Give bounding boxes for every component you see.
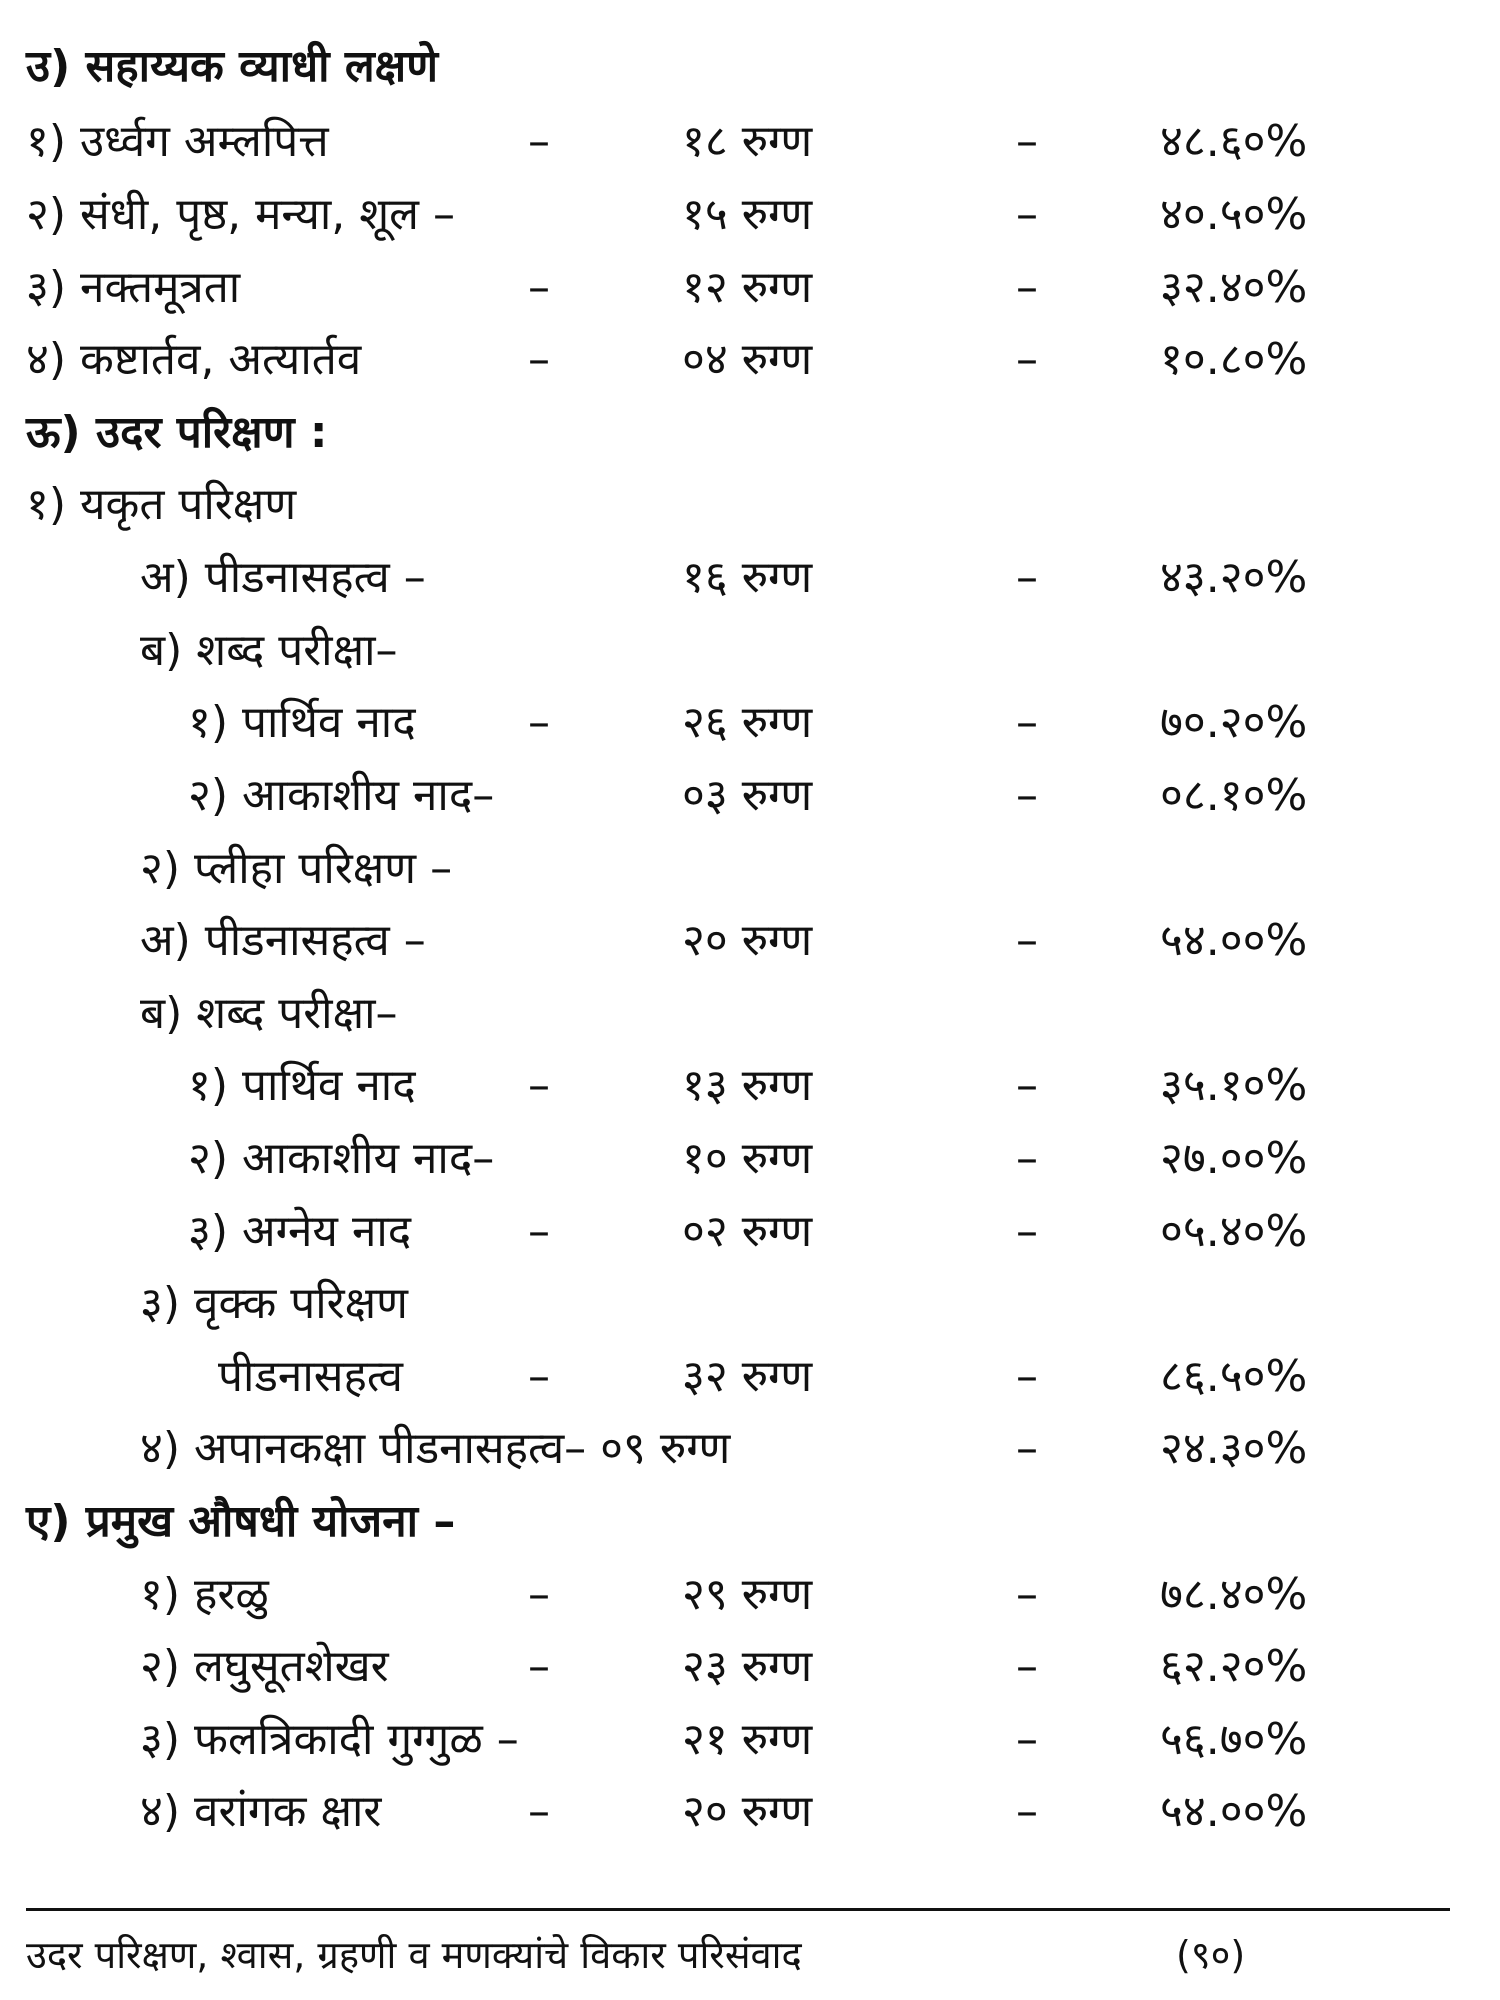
- percentage: ३५.१०%: [1160, 1060, 1308, 1111]
- page-footer: [0, 1925, 1500, 1985]
- item-label: २) प्लीहा परिक्षण –: [140, 843, 453, 894]
- separator-dash: –: [1016, 334, 1038, 385]
- item-label: २) संधी, पृष्ठ, मन्या, शूल –: [26, 189, 456, 240]
- separator-dash: –: [1016, 1786, 1038, 1837]
- item-label: १) हरळु: [140, 1569, 269, 1620]
- list-item: [0, 180, 1500, 250]
- patient-count: ०२ रुग्ण: [682, 1206, 813, 1257]
- separator-dash: –: [1016, 552, 1038, 603]
- patient-count: २६ रुग्ण: [682, 697, 813, 748]
- separator-dash: –: [528, 1569, 550, 1620]
- patient-count: २३ रुग्ण: [682, 1641, 813, 1692]
- section-heading: [0, 398, 1500, 468]
- separator-dash: –: [1016, 116, 1038, 167]
- separator-dash: –: [1016, 697, 1038, 748]
- patient-count: ०३ रुग्ण: [682, 770, 813, 821]
- list-item: [0, 1051, 1500, 1121]
- item-label: १) पार्थिव नाद: [188, 697, 416, 748]
- percentage: ५६.७०%: [1160, 1714, 1308, 1765]
- item-label: ३) वृक्क परिक्षण: [140, 1278, 408, 1329]
- item-label: २) आकाशीय नाद–: [188, 1133, 495, 1184]
- separator-dash: –: [1016, 1133, 1038, 1184]
- percentage: ४३.२०%: [1160, 552, 1308, 603]
- item-label: ४) वरांगक क्षार: [140, 1786, 382, 1837]
- item-label: ३) नक्तमूत्रता: [26, 262, 241, 313]
- list-item: [0, 1632, 1500, 1702]
- separator-dash: –: [1016, 1641, 1038, 1692]
- patient-count: २१ रुग्ण: [682, 1714, 813, 1765]
- item-label: ब) शब्द परीक्षा–: [140, 988, 398, 1039]
- separator-dash: –: [1016, 1351, 1038, 1402]
- patient-count: १० रुग्ण: [682, 1133, 813, 1184]
- item-label: ३) फलत्रिकादी गुग्गुळ –: [140, 1714, 519, 1765]
- percentage: ५४.००%: [1160, 1786, 1308, 1837]
- list-item: [0, 688, 1500, 758]
- list-item: [0, 1124, 1500, 1194]
- item-label: ४) अपानकक्षा पीडनासहत्व– ०९ रुग्ण: [140, 1423, 731, 1474]
- separator-dash: –: [528, 1060, 550, 1111]
- item-label: ४) कष्टार्तव, अत्यार्तव: [26, 334, 362, 385]
- section-heading: [0, 1487, 1500, 1557]
- patient-count: ३२ रुग्ण: [682, 1351, 813, 1402]
- separator-dash: –: [1016, 189, 1038, 240]
- separator-dash: –: [528, 1786, 550, 1837]
- list-item: [0, 906, 1500, 976]
- list-item: [0, 543, 1500, 613]
- item-label: अ) पीडनासहत्व –: [140, 552, 426, 603]
- patient-count: ०४ रुग्ण: [682, 334, 813, 385]
- section-heading: [0, 32, 1500, 102]
- patient-count: २० रुग्ण: [682, 1786, 813, 1837]
- patient-count: १२ रुग्ण: [682, 262, 813, 313]
- patient-count: २० रुग्ण: [682, 915, 813, 966]
- percentage: ४८.६०%: [1160, 116, 1308, 167]
- separator-dash: –: [1016, 262, 1038, 313]
- item-label: २) लघुसूतशेखर: [140, 1641, 389, 1692]
- list-item: [0, 834, 1500, 904]
- separator-dash: –: [1016, 1423, 1038, 1474]
- list-item: [0, 1269, 1500, 1339]
- item-label: १) उर्ध्वग अम्लपित्त: [26, 116, 329, 167]
- item-label: २) आकाशीय नाद–: [188, 770, 495, 821]
- separator-dash: –: [528, 262, 550, 313]
- separator-dash: –: [1016, 915, 1038, 966]
- percentage: ०५.४०%: [1160, 1206, 1308, 1257]
- percentage: ७८.४०%: [1160, 1569, 1308, 1620]
- percentage: ३२.४०%: [1160, 262, 1308, 313]
- separator-dash: –: [528, 116, 550, 167]
- percentage: ७०.२०%: [1160, 697, 1308, 748]
- item-label: १) यकृत परिक्षण: [26, 479, 297, 530]
- list-item: [0, 107, 1500, 177]
- item-label: अ) पीडनासहत्व –: [140, 915, 426, 966]
- page-number: (९०): [1176, 1933, 1246, 1977]
- item-label: पीडनासहत्व: [218, 1351, 403, 1402]
- separator-dash: –: [528, 1641, 550, 1692]
- percentage: ८६.५०%: [1160, 1351, 1308, 1402]
- percentage: २४.३०%: [1160, 1423, 1308, 1474]
- separator-dash: –: [1016, 1060, 1038, 1111]
- list-item: [0, 470, 1500, 540]
- separator-dash: –: [528, 697, 550, 748]
- separator-dash: –: [528, 1351, 550, 1402]
- list-item: [0, 1777, 1500, 1847]
- section-heading-text: उ) सहाय्यक व्याधी लक्षणे: [26, 41, 439, 92]
- patient-count: २९ रुग्ण: [682, 1569, 813, 1620]
- item-label: १) पार्थिव नाद: [188, 1060, 416, 1111]
- separator-dash: –: [1016, 1714, 1038, 1765]
- separator-dash: –: [1016, 1206, 1038, 1257]
- list-item: [0, 761, 1500, 831]
- patient-count: १३ रुग्ण: [682, 1060, 813, 1111]
- percentage: २७.००%: [1160, 1133, 1308, 1184]
- patient-count: १५ रुग्ण: [682, 189, 813, 240]
- list-item: [0, 1705, 1500, 1775]
- list-item: [0, 1560, 1500, 1630]
- list-item: [0, 1197, 1500, 1267]
- list-item: [0, 253, 1500, 323]
- separator-dash: –: [1016, 770, 1038, 821]
- separator-dash: –: [1016, 1569, 1038, 1620]
- separator-dash: –: [528, 1206, 550, 1257]
- section-heading-text: ऊ) उदर परिक्षण :: [26, 407, 328, 458]
- list-item: [0, 616, 1500, 686]
- separator-dash: –: [528, 334, 550, 385]
- percentage: ६२.२०%: [1160, 1641, 1308, 1692]
- list-item: [0, 325, 1500, 395]
- patient-count: १८ रुग्ण: [682, 116, 813, 167]
- footer-title: उदर परिक्षण, श्वास, ग्रहणी व मणक्यांचे विकार परिसंवाद: [26, 1933, 802, 1977]
- list-item: [0, 979, 1500, 1049]
- item-label: ब) शब्द परीक्षा–: [140, 625, 398, 676]
- percentage: ५४.००%: [1160, 915, 1308, 966]
- percentage: १०.८०%: [1160, 334, 1308, 385]
- footer-divider: [26, 1908, 1450, 1911]
- percentage: ४०.५०%: [1160, 189, 1308, 240]
- item-label: ३) अग्नेय नाद: [188, 1206, 412, 1257]
- list-item: [0, 1342, 1500, 1412]
- list-item: [0, 1414, 1500, 1484]
- percentage: ०८.१०%: [1160, 770, 1308, 821]
- patient-count: १६ रुग्ण: [682, 552, 813, 603]
- section-heading-text: ए) प्रमुख औषधी योजना –: [26, 1496, 456, 1547]
